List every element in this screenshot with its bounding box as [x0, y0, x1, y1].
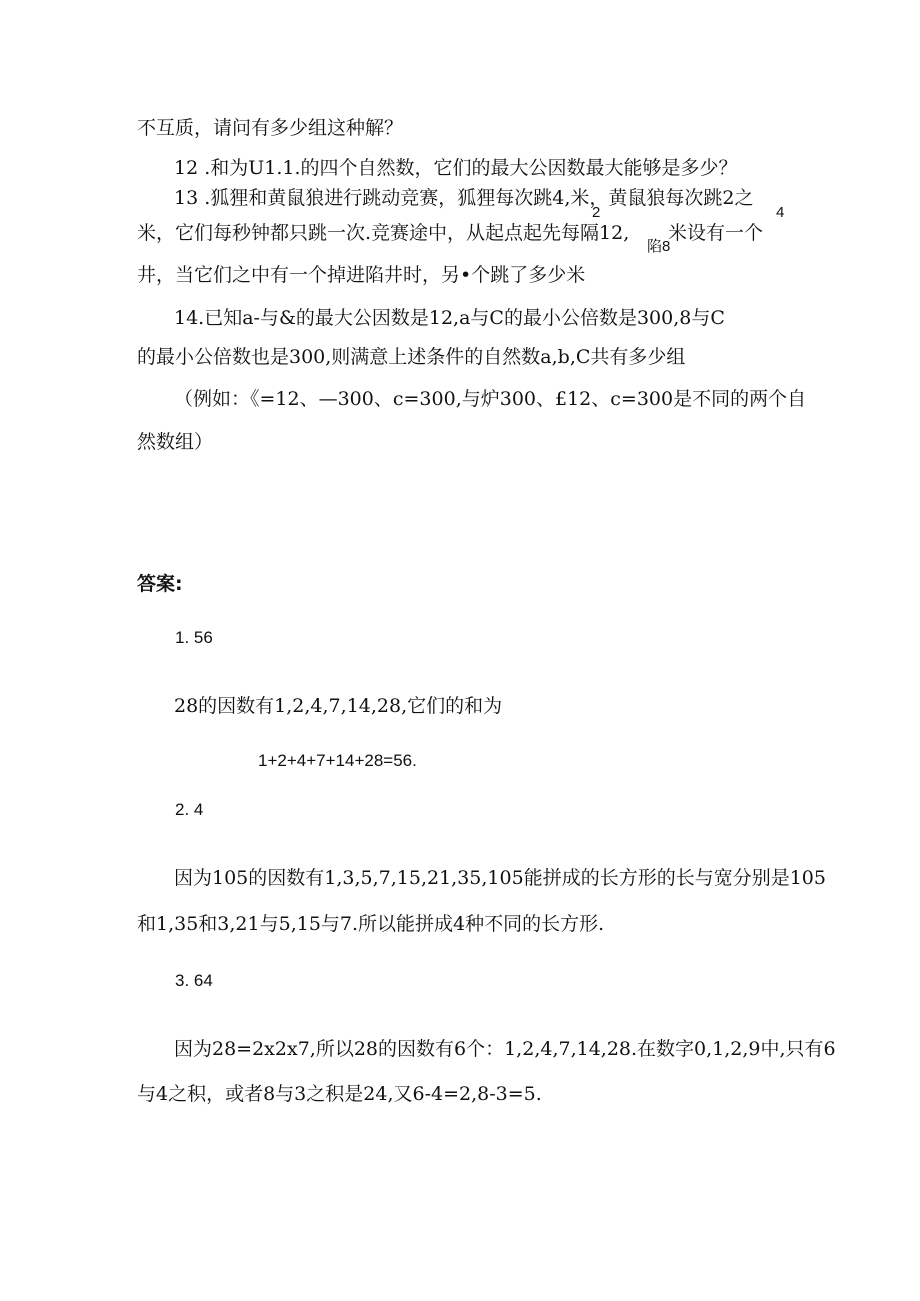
problem-13-line2-end: 米设有一个: [668, 222, 764, 244]
problem-13-fraction-4: 4: [776, 204, 785, 221]
problem-14-line3: （例如：《=12、—300、c=300,与炉300、£12、c=300是不同的两个自: [174, 388, 807, 410]
problem-13-trap-label: 陷8: [647, 238, 671, 255]
answer-1-equation: 1+2+4+7+14+28=56.: [258, 751, 417, 770]
problem-12: 12 .和为U1.1.的四个自然数，它们的最大公因数最大能够是多少？: [174, 157, 738, 179]
answer-3-number: 3. 64: [175, 971, 213, 990]
problem-14-line4: 然数组）: [137, 431, 214, 453]
answer-3-text-line2: 与4之积，或者8与3之积是24,又6-4=2,8-3=5.: [137, 1083, 542, 1105]
answer-2-text-line2: 和1,35和3,21与5,15与7.所以能拼成4种不同的长方形.: [137, 913, 605, 935]
answer-2-text-line1: 因为105的因数有1,3,5,7,15,21,35,105能拼成的长方形的长与宽分别是105: [174, 867, 826, 889]
answer-1-text: 28的因数有1,2,4,7,14,28,它们的和为: [174, 695, 503, 717]
answer-1-number: 1. 56: [175, 628, 213, 647]
answers-heading: 答案:: [137, 573, 183, 595]
problem-13-line2: 米，它们每秒钟都只跳一次.竞赛途中，从起点起先每隔12,: [137, 222, 630, 244]
problem-14-line1: 14.已知a-与&的最大公因数是12,a与C的最小公倍数是300,8与C: [174, 307, 725, 329]
problem-13-fraction-2: 2: [592, 204, 601, 221]
answer-3-text-line1: 因为28=2x2x7,所以28的因数有6个：1,2,4,7,14,28.在数字0,1,2,9中,只有6: [174, 1038, 836, 1060]
problem-11-continuation: 不互质，请问有多少组这种解？: [137, 117, 404, 139]
problem-13-line3: 井，当它们之中有一个掉进陷井时，另•个跳了多少米: [137, 264, 586, 286]
problem-14-line2: 的最小公倍数也是300,则满意上述条件的自然数a,b,C共有多少组: [137, 346, 686, 368]
answer-2-number: 2. 4: [175, 800, 204, 819]
problem-13-line1: 13 .狐狸和黄鼠狼进行跳动竞赛，狐狸每次跳4,米，黄鼠狼每次跳2之: [174, 187, 754, 209]
